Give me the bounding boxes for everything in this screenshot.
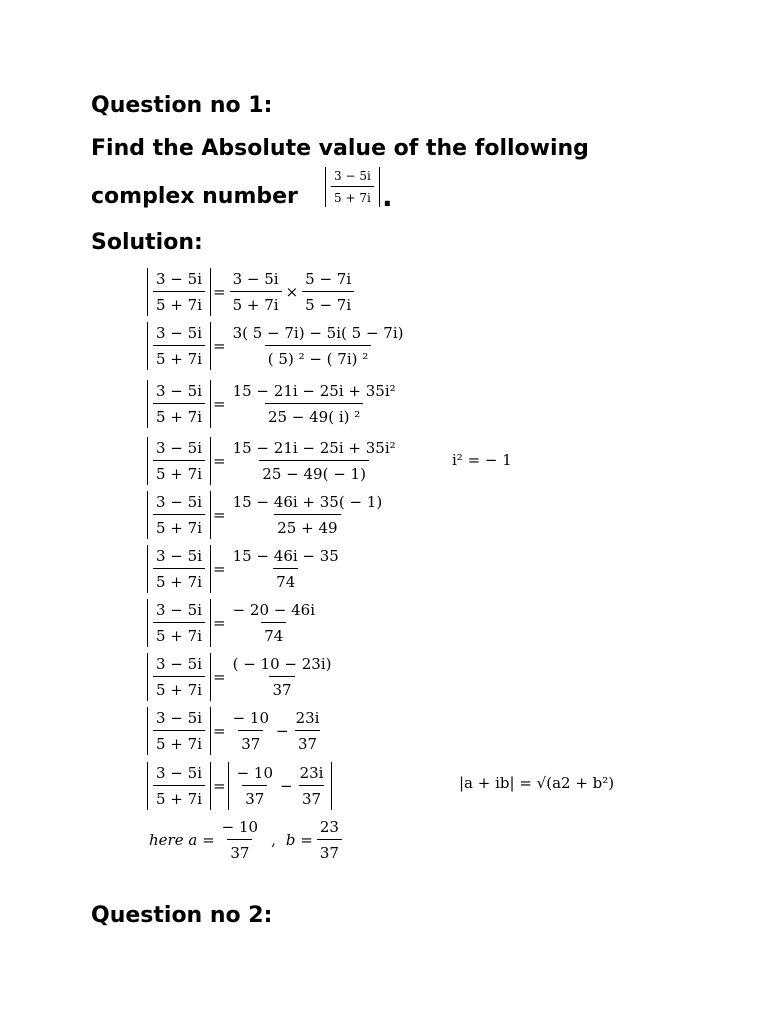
step5-denominator: 25 + 49 [274, 514, 340, 537]
question-1-period: . [382, 180, 393, 213]
solution-step-7 [147, 599, 320, 647]
step8-denominator: 37 [269, 676, 294, 699]
step9-fraction-1-numerator: − 10 [232, 709, 270, 727]
step5-numerator: 15 − 46i + 35( − 1) [232, 493, 383, 511]
lhs-numerator: 3 − 5i [156, 709, 202, 727]
equals-sign: = [213, 506, 226, 524]
step4-denominator: 25 − 49( − 1) [259, 460, 369, 483]
solution-step-3 [147, 380, 401, 428]
lhs-numerator: 3 − 5i [156, 324, 202, 342]
step2-denominator: ( 5) ² − ( 7i) ² [265, 345, 372, 368]
step1-fraction-2-denominator: 5 − 7i [302, 291, 354, 314]
here-b-numerator: 23 [319, 818, 339, 836]
lhs-denominator: 5 + 7i [153, 568, 205, 591]
step10-fraction-1-denominator: 37 [242, 785, 267, 808]
step10-fraction-1-numerator: − 10 [236, 764, 274, 782]
here-definitions [147, 815, 344, 865]
step8-numerator: ( − 10 − 23i) [232, 655, 332, 673]
question-1-heading: Question no 1: [91, 93, 273, 118]
solution-heading: Solution: [91, 230, 203, 255]
lhs-numerator: 3 − 5i [156, 655, 202, 673]
step1-fraction-1-denominator: 5 + 7i [230, 291, 282, 314]
step10-fraction-2-denominator: 37 [299, 785, 324, 808]
solution-step-10 [147, 762, 332, 810]
here-b-denominator: 37 [317, 839, 342, 862]
lhs-denominator: 5 + 7i [153, 622, 205, 645]
side-note-i-squared: i² = − 1 [452, 451, 512, 469]
lhs-numerator: 3 − 5i [156, 601, 202, 619]
step3-denominator: 25 − 49( i) ² [265, 403, 363, 426]
lhs-denominator: 5 + 7i [153, 291, 205, 314]
solution-step-2 [147, 322, 409, 370]
comma-separator: , [271, 831, 276, 849]
lhs-denominator: 5 + 7i [153, 676, 205, 699]
lhs-denominator: 5 + 7i [153, 785, 205, 808]
equals-sign: = [213, 777, 226, 795]
here-b-label: b = [285, 831, 313, 849]
lhs-numerator: 3 − 5i [156, 493, 202, 511]
question-1-expression [325, 167, 380, 207]
lhs-numerator: 3 − 5i [156, 764, 202, 782]
solution-step-1 [147, 268, 356, 316]
equals-sign: = [213, 560, 226, 578]
lhs-numerator: 3 − 5i [156, 382, 202, 400]
lhs-denominator: 5 + 7i [153, 730, 205, 753]
minus-sign: − [280, 777, 293, 795]
step6-numerator: 15 − 46i − 35 [232, 547, 339, 565]
times-sign: × [285, 283, 299, 301]
expr-numerator: 3 − 5i [334, 169, 371, 183]
step7-denominator: 74 [261, 622, 286, 645]
lhs-numerator: 3 − 5i [156, 270, 202, 288]
question-2-heading: Question no 2: [91, 903, 273, 928]
equals-sign: = [213, 337, 226, 355]
here-a-label: here a = [149, 831, 215, 849]
side-note-modulus-formula: |a + ib| = √(a2 + b²) [459, 774, 615, 792]
lhs-denominator: 5 + 7i [153, 460, 205, 483]
here-a-numerator: − 10 [221, 818, 259, 836]
step9-fraction-2-numerator: 23i [295, 709, 320, 727]
equals-sign: = [213, 668, 226, 686]
equals-sign: = [213, 283, 226, 301]
question-1-text-line-1: Find the Absolute value of the following [91, 136, 589, 161]
expr-denominator: 5 + 7i [331, 186, 374, 205]
step6-denominator: 74 [273, 568, 298, 591]
equals-sign: = [213, 614, 226, 632]
here-a-denominator: 37 [227, 839, 252, 862]
equals-sign: = [213, 452, 226, 470]
solution-step-8 [147, 653, 336, 701]
step10-fraction-2-numerator: 23i [299, 764, 324, 782]
step2-numerator: 3( 5 − 7i) − 5i( 5 − 7i) [232, 324, 404, 342]
solution-step-9 [147, 707, 324, 755]
lhs-denominator: 5 + 7i [153, 345, 205, 368]
solution-step-5 [147, 491, 387, 539]
step9-fraction-1-denominator: 37 [238, 730, 263, 753]
lhs-numerator: 3 − 5i [156, 439, 202, 457]
equals-sign: = [213, 722, 226, 740]
step4-numerator: 15 − 21i − 25i + 35i² [232, 439, 396, 457]
lhs-denominator: 5 + 7i [153, 514, 205, 537]
step1-fraction-1-numerator: 3 − 5i [232, 270, 279, 288]
minus-sign: − [276, 722, 289, 740]
question-1-text-line-2: complex number [91, 184, 298, 209]
solution-step-4 [147, 437, 401, 485]
solution-step-6 [147, 545, 344, 593]
step7-numerator: − 20 − 46i [232, 601, 315, 619]
lhs-denominator: 5 + 7i [153, 403, 205, 426]
step9-fraction-2-denominator: 37 [295, 730, 320, 753]
equals-sign: = [213, 395, 226, 413]
lhs-numerator: 3 − 5i [156, 547, 202, 565]
step3-numerator: 15 − 21i − 25i + 35i² [232, 382, 396, 400]
step1-fraction-2-numerator: 5 − 7i [305, 270, 352, 288]
